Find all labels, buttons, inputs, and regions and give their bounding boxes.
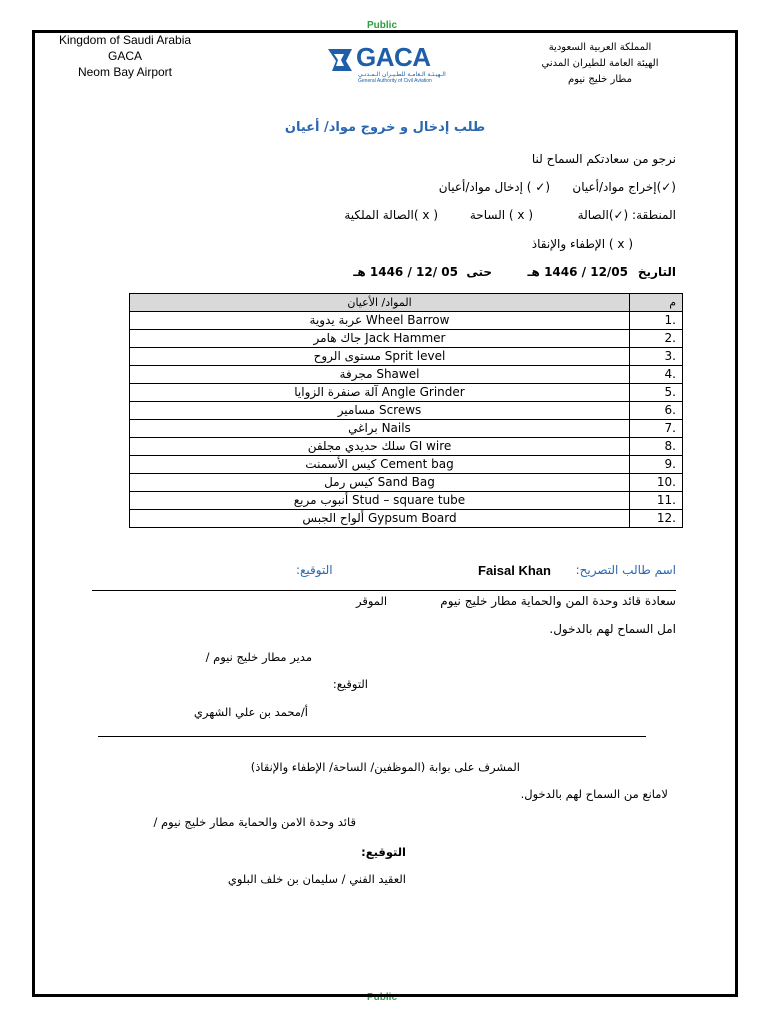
row-number: .2 bbox=[630, 330, 683, 348]
addressee-line: سعادة قائد وحدة المن والحماية مطار خليج نيوم bbox=[440, 594, 676, 608]
applicant-name-value: Faisal Khan bbox=[478, 563, 551, 578]
row-item: Screws مسامير bbox=[130, 402, 630, 420]
commander-signature-label: التوقيع: bbox=[361, 845, 406, 859]
date-from: 12/05 / 1446 هـ bbox=[527, 265, 628, 279]
header-en-airport: Neom Bay Airport bbox=[77, 65, 173, 79]
date-label: التاريخ bbox=[637, 265, 676, 279]
entry-request: امل السماح لهم بالدخول. bbox=[549, 622, 676, 636]
gaca-logo bbox=[326, 44, 446, 86]
commander-name: العقيد الفني / سليمان بن خلف البلوي bbox=[227, 872, 406, 886]
header-english bbox=[40, 32, 210, 80]
row-number: .12 bbox=[630, 510, 683, 528]
row-number: .1 bbox=[630, 312, 683, 330]
classification-bottom: Public bbox=[367, 992, 398, 1003]
row-item: Wheel Barrow عربة يدوية bbox=[130, 312, 630, 330]
type-exit: (✓)إخراج مواد/أعيان bbox=[572, 180, 676, 194]
row-item: Shawel مجرفة bbox=[130, 366, 630, 384]
table-row bbox=[130, 384, 683, 402]
zone-yard: ( x ) الساحة bbox=[469, 208, 533, 222]
row-item: GI wire سلك حديدي مجلفن bbox=[130, 438, 630, 456]
applicant-signature-label: التوقيع: bbox=[296, 563, 333, 577]
table-row bbox=[130, 474, 683, 492]
divider-2 bbox=[98, 736, 646, 737]
zone-hall: المنطقة: (✓)الصالة bbox=[577, 208, 676, 222]
no-objection: لامانع من السماح لهم بالدخول. bbox=[520, 787, 668, 801]
table-row bbox=[130, 492, 683, 510]
airport-manager: مدير مطار خليج نيوم / bbox=[205, 650, 312, 664]
request-line: نرجو من سعادتكم السماح لنا bbox=[531, 152, 676, 166]
row-number: .8 bbox=[630, 438, 683, 456]
logo-subtitle-english: General Authority of Civil Aviation bbox=[358, 78, 432, 84]
logo-wordmark: GACA bbox=[356, 42, 431, 72]
header-en-country: Kingdom of Saudi Arabia bbox=[58, 33, 192, 47]
applicant-name-label: اسم طالب التصريح: bbox=[575, 563, 676, 577]
row-item: Stud – square tube أنبوب مربع bbox=[130, 492, 630, 510]
row-number: .11 bbox=[630, 492, 683, 510]
row-number: .5 bbox=[630, 384, 683, 402]
honorific: الموقر bbox=[356, 594, 388, 608]
row-number: .10 bbox=[630, 474, 683, 492]
table-row bbox=[130, 510, 683, 528]
row-item: Jack Hammer جاك هامر bbox=[130, 330, 630, 348]
zone-royal-hall: ( x )الصالة الملكية bbox=[344, 208, 438, 222]
manager-signature-label: التوقيع: bbox=[332, 677, 368, 691]
row-number: .7 bbox=[630, 420, 683, 438]
table-row bbox=[130, 402, 683, 420]
header-ar-airport: مطار خليج نيوم bbox=[568, 74, 632, 85]
date-until: حتى bbox=[466, 265, 492, 279]
date-to: 05 /12 / 1446 هـ bbox=[353, 265, 458, 279]
row-item: Sand Bag كيس رمل bbox=[130, 474, 630, 492]
gate-supervisor: المشرف على بوابة (الموظفين/ الساحة/ الإطفاء والإنقاذ) bbox=[250, 760, 520, 774]
row-number: .9 bbox=[630, 456, 683, 474]
table-row bbox=[130, 456, 683, 474]
zone-fire-rescue: ( x ) الإطفاء والإنقاذ bbox=[531, 237, 633, 251]
header-en-authority: GACA bbox=[107, 49, 142, 63]
row-item: Angle Grinder آلة صنفرة الزوايا bbox=[130, 384, 630, 402]
header-ar-country: المملكة العربية السعودية bbox=[548, 42, 652, 53]
column-header-items: المواد/ الأعيان bbox=[130, 294, 630, 312]
items-table bbox=[129, 293, 683, 528]
security-commander: قائد وحدة الامن والحماية مطار خليج نيوم / bbox=[153, 815, 356, 829]
table-row bbox=[130, 366, 683, 384]
divider-1 bbox=[92, 590, 676, 591]
column-header-number: م bbox=[630, 294, 683, 312]
table-row bbox=[130, 312, 683, 330]
row-item: Nails براغي bbox=[130, 420, 630, 438]
row-item: Cement bag كيس الأسمنت bbox=[130, 456, 630, 474]
logo-subtitle-arabic: الـهيـئـة الـعامـة للطـيـران الـمـدنـي bbox=[358, 71, 446, 78]
row-number: .6 bbox=[630, 402, 683, 420]
table-row bbox=[130, 330, 683, 348]
classification-top: Public bbox=[367, 20, 398, 31]
row-item: Gypsum Board ألواح الجبس bbox=[130, 510, 630, 528]
header-ar-authority: الهيئة العامة للطيران المدني bbox=[541, 58, 659, 69]
table-header-row bbox=[130, 294, 683, 312]
header-arabic bbox=[520, 40, 680, 88]
row-number: .3 bbox=[630, 348, 683, 366]
table-row bbox=[130, 420, 683, 438]
table-row bbox=[130, 438, 683, 456]
type-entry: (✓ ) إدخال مواد/أعيان bbox=[438, 180, 550, 194]
row-number: .4 bbox=[630, 366, 683, 384]
form-title: طلب إدخال و خروج مواد/ أعيان bbox=[284, 120, 486, 135]
items-table-body bbox=[130, 312, 683, 528]
row-item: Sprit level مستوى الروح bbox=[130, 348, 630, 366]
gaca-emblem-icon bbox=[326, 47, 354, 73]
table-row bbox=[130, 348, 683, 366]
manager-name: أ/محمد بن علي الشهري bbox=[193, 705, 308, 719]
